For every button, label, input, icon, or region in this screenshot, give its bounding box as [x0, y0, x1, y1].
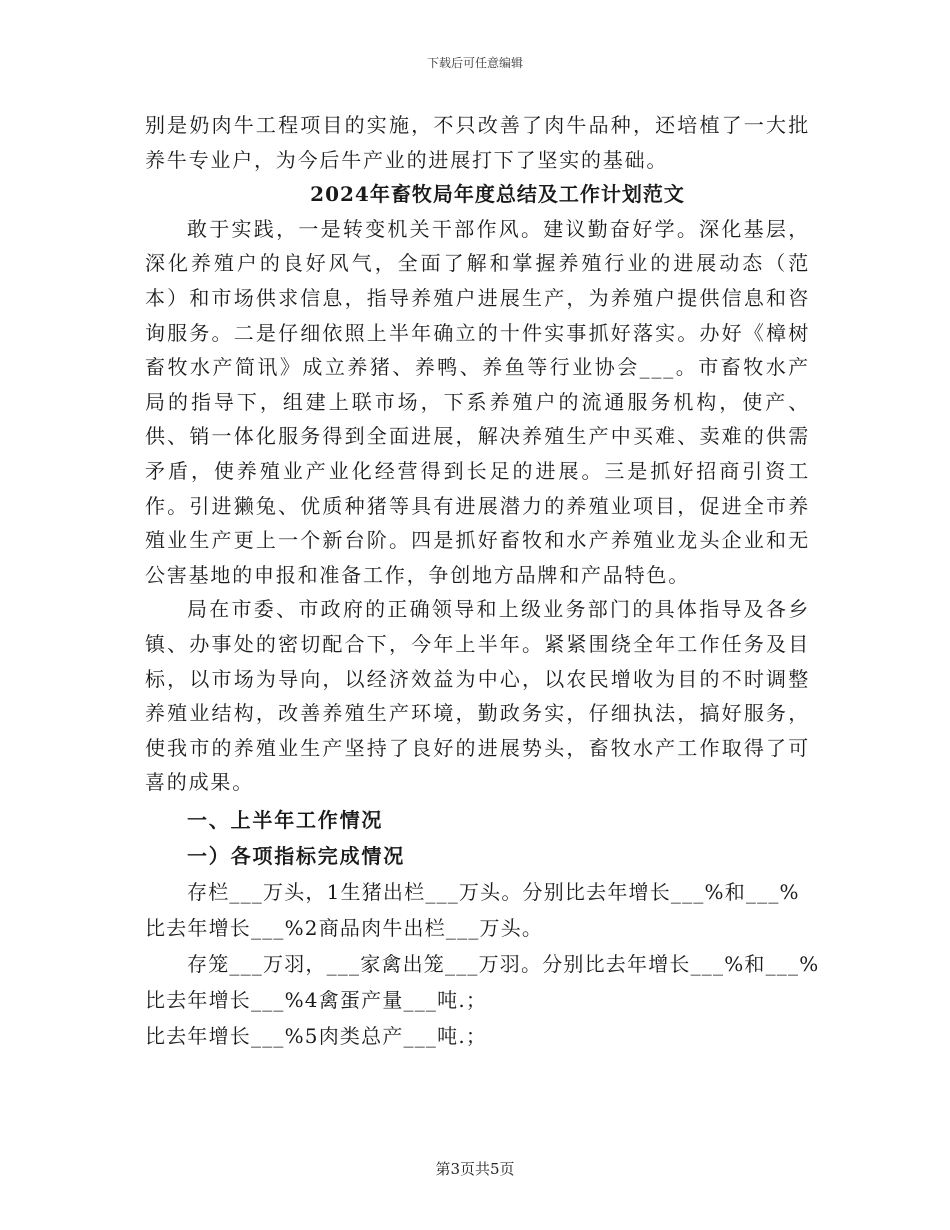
page-number: 第3页共5页: [435, 1160, 515, 1178]
indicator-line-4: 比去年增长___%4禽蛋产量___吨.；: [145, 987, 488, 1012]
paragraph-2: 敢于实践，一是转变机关干部作风。建议勤奋好学。深化基层，深化养殖户的良好风气，全面了解和掌握养殖行业的进展动态（范本）和市场供求信息，指导养殖户进展生产，为养殖户提供信息和咨询服务。二是仔细依照上半年确立的十件实事抓好落实。办好《樟树畜牧水产简讯》成立养猪、养鸭、养鱼等行业协会___。市畜牧水产局的指导下，组建上联市场，下系养殖户的流通服务机构，使产、供、销一体化服务得到全面进展，解决养殖生产中买难、卖难的供需矛盾，使养殖业产业化经营得到长足的进展。三是抓好招商引资工作。引进獭兔、优质种猪等具有进展潜力的养殖业项目，促进全市养殖业生产更上一个新台阶。四是抓好畜牧和水产养殖业龙头企业和无公害基地的申报和准备工作，争创地方品牌和产品特色。: [145, 216, 810, 587]
header-note: 下载后可任意编辑: [426, 56, 523, 70]
paragraph-1: 别是奶肉牛工程项目的实施，不只改善了肉牛品种，还培植了一大批养牛专业户，为今后牛产业的进展打下了坚实的基础。: [145, 113, 810, 172]
paragraph-3: 局在市委、市政府的正确领导和上级业务部门的具体指导及各乡镇、办事处的密切配合下，今年上半年。紧紧围绕全年工作任务及目标，以市场为导向，以经济效益为中心，以农民增收为目的不时调整养殖业结构，改善养殖生产环境，勤政务实，仔细执法，搞好服务，使我市的养殖业生产坚持了良好的进展势头，畜牧水产工作取得了可喜的成果。: [145, 597, 810, 795]
indicator-line-1: 存栏___万头，1生猪出栏___万头。分别比去年增长___%和___%: [187, 879, 800, 904]
document-body: [145, 108, 820, 1054]
section-heading-1: 一、上半年工作情况: [187, 807, 384, 832]
document-title: 2024年畜牧局年度总结及工作计划范文: [310, 182, 685, 207]
indicator-line-2: 比去年增长___%2商品肉牛出栏___万头。: [145, 915, 544, 940]
indicator-line-3: 存笼___万羽，___家禽出笼___万羽。分别比去年增长___%和___%: [187, 951, 820, 976]
section-heading-2: 一）各项指标完成情况: [187, 843, 405, 868]
indicator-line-5: 比去年增长___%5肉类总产___吨.；: [145, 1023, 488, 1048]
